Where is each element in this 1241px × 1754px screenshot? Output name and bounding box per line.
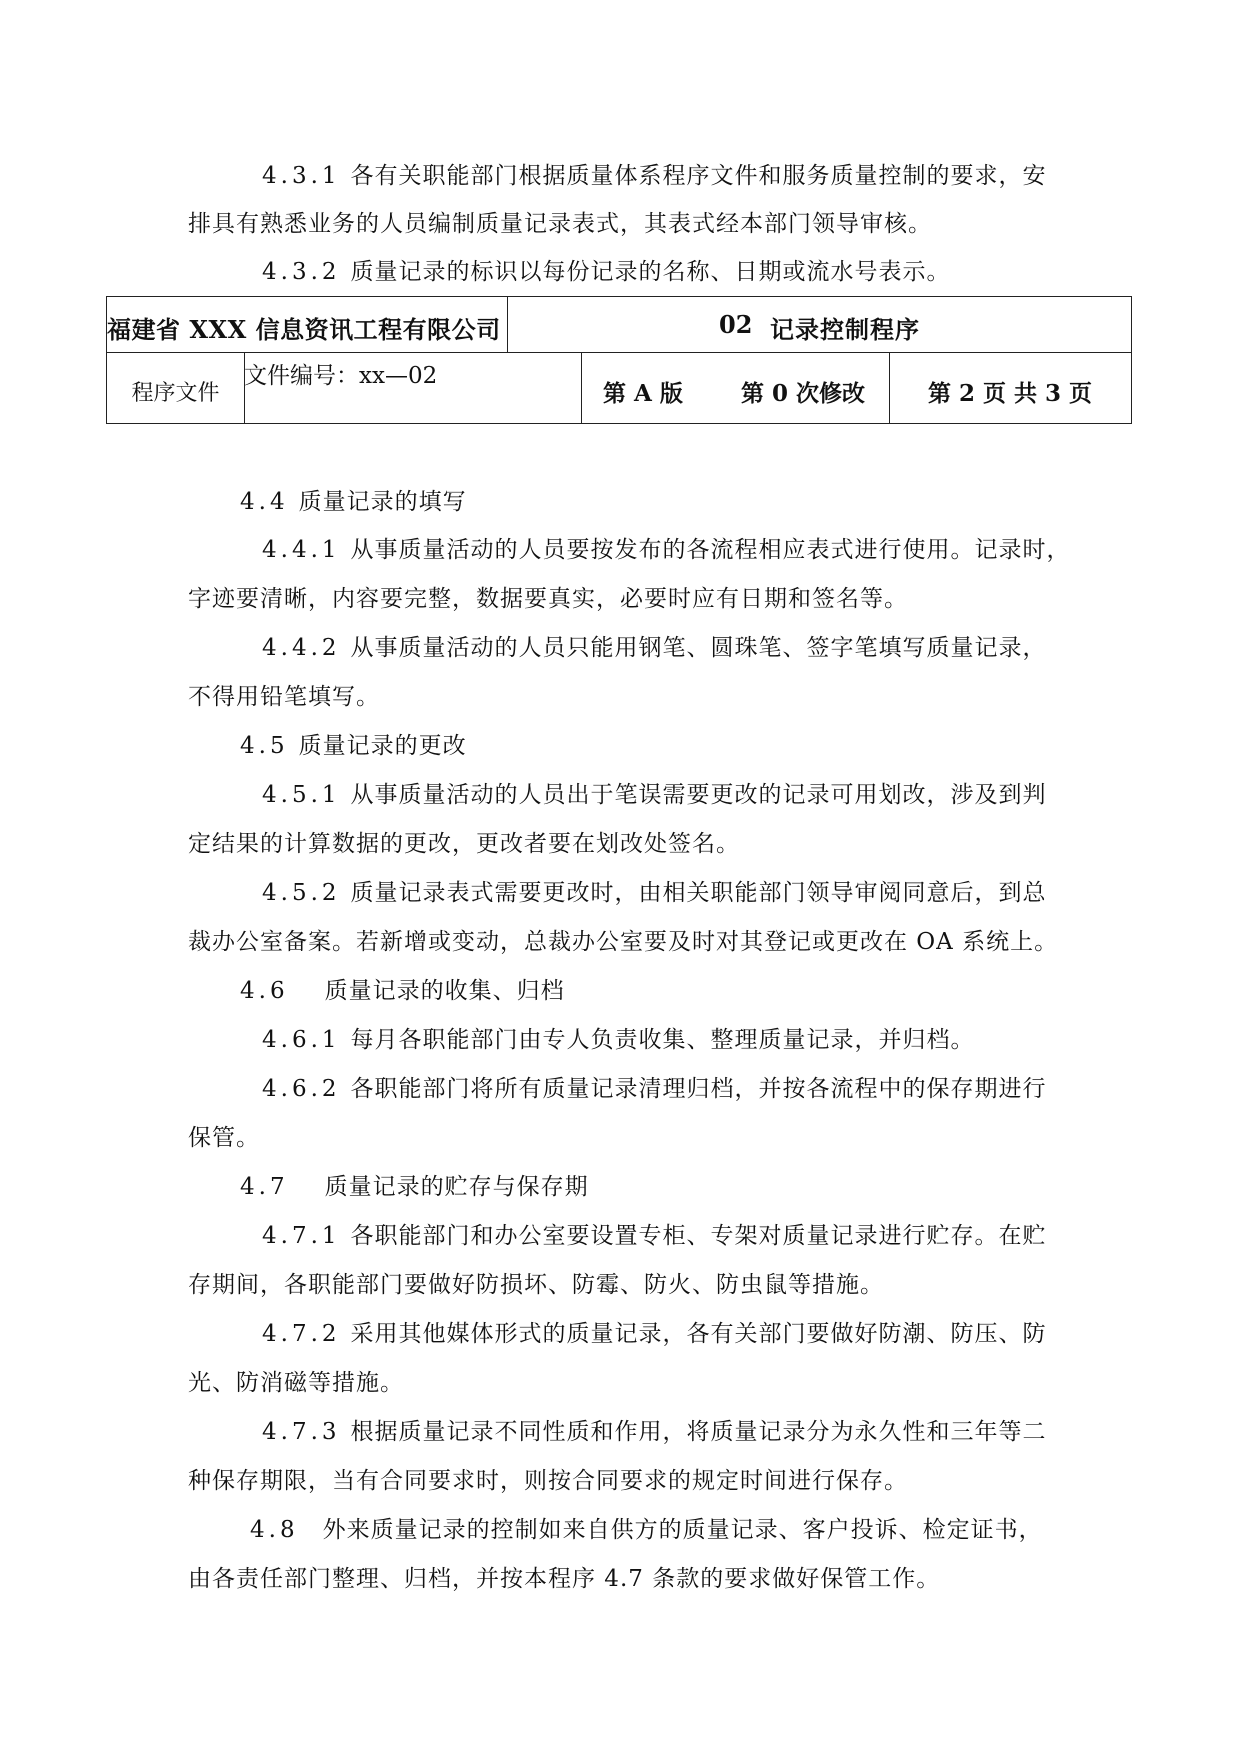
file-number: 文件编号：xx—02 [244,363,438,389]
doc-number: 02 [719,310,753,339]
section-heading-4-5 [240,732,467,760]
doc-title: 记录控制程序 [770,315,920,344]
heading-text: 质量记录的收集、归档 [324,978,565,1004]
heading-text: 质量记录的贮存与保存期 [324,1174,589,1200]
clause-number: 4.5 [240,733,289,759]
paragraph-text: 种保存期限，当有合同要求时，则按合同要求的规定时间进行保存。 [188,1468,908,1494]
paragraph-text: 不得用铅笔填写。 [188,684,380,710]
paragraph-text: 各职能部门和办公室要设置专柜、专架对质量记录进行贮存。在贮 [350,1223,1047,1249]
paragraph-text: 从事质量活动的人员要按发布的各流程相应表式进行使用。记录时， [350,537,1071,563]
company-name: 福建省 XXX 信息资讯工程有限公司 [107,315,501,344]
clause-number: 4.4.1 [262,537,341,563]
paragraph-continuation [188,1124,260,1152]
paragraph-continuation [188,1467,908,1495]
paragraph-continuation [188,1271,884,1299]
paragraph-text: 外来质量记录的控制如来自供方的质量记录、客户投诉、检定证书， [322,1517,1043,1543]
paragraph-continuation [188,1369,404,1397]
paragraph-4-6-2 [262,1075,1047,1103]
document-header-table [106,296,1132,424]
paragraph-continuation [188,1565,940,1593]
paragraph-text: 从事质量活动的人员只能用钢笔、圆珠笔、签字笔填写质量记录， [350,635,1047,661]
heading-text: 质量记录的更改 [298,733,467,759]
clause-number: 4.6.1 [262,1027,341,1053]
paragraph-text: 排具有熟悉业务的人员编制质量记录表式，其表式经本部门领导审核。 [188,211,932,237]
page-info: 第 2 页 共 3 页 [927,380,1093,407]
clause-number: 4.6.2 [262,1076,341,1102]
paragraph-continuation [188,928,1058,956]
revision: 第 0 次修改 [741,380,866,407]
paragraph-text: 光、防消磁等措施。 [188,1370,404,1396]
clause-number: 4.5.2 [262,880,341,906]
heading-text: 质量记录的填写 [298,489,467,515]
paragraph-4-6-1 [262,1026,975,1054]
paragraph-4-3-1 [262,162,1047,190]
paragraph-text: 各职能部门将所有质量记录清理归档，并按各流程中的保存期进行 [350,1076,1047,1102]
section-heading-4-6 [240,977,565,1005]
version: 第 A 版 [603,380,683,407]
clause-number: 4.7.1 [262,1223,341,1249]
clause-number: 4.7.2 [262,1321,341,1347]
clause-number: 4.7.3 [262,1419,341,1445]
paragraph-continuation [188,585,908,613]
paragraph-continuation [188,683,380,711]
paragraph-text: 每月各职能部门由专人负责收集、整理质量记录，并归档。 [350,1027,975,1053]
paragraph-continuation [188,210,932,238]
doc-type: 程序文件 [131,381,220,406]
section-heading-4-7 [240,1173,589,1201]
paragraph-text: 定结果的计算数据的更改，更改者要在划改处签名。 [188,831,740,857]
paragraph-4-7-2 [262,1320,1047,1348]
paragraph-4-7-3 [262,1418,1047,1446]
paragraph-text: 字迹要清晰，内容要完整，数据要真实，必要时应有日期和签名等。 [188,586,908,612]
paragraph-text: 存期间，各职能部门要做好防损坏、防霉、防火、防虫鼠等措施。 [188,1272,884,1298]
paragraph-4-3-2 [262,258,951,286]
section-heading-4-4 [240,488,467,516]
clause-number: 4.3.2 [262,259,341,285]
paragraph-continuation [188,830,740,858]
paragraph-4-4-2 [262,634,1047,662]
clause-number: 4.6 [240,978,289,1004]
clause-number: 4.4.2 [262,635,341,661]
clause-number: 4.7 [240,1174,289,1200]
paragraph-4-4-1 [262,536,1071,564]
clause-number: 4.5.1 [262,782,341,808]
paragraph-text: 保管。 [188,1125,260,1151]
paragraph-text: 裁办公室备案。若新增或变动，总裁办公室要及时对其登记或更改在 OA 系统上。 [188,929,1059,955]
paragraph-4-5-1 [262,781,1047,809]
paragraph-text: 从事质量活动的人员出于笔误需要更改的记录可用划改，涉及到判 [350,782,1047,808]
paragraph-text: 由各责任部门整理、归档，并按本程序 4.7 条款的要求做好保管工作。 [188,1566,941,1592]
paragraph-text: 根据质量记录不同性质和作用，将质量记录分为永久性和三年等二 [350,1419,1047,1445]
paragraph-text: 质量记录的标识以每份记录的名称、日期或流水号表示。 [350,259,951,285]
paragraph-text: 质量记录表式需要更改时，由相关职能部门领导审阅同意后，到总 [350,880,1047,906]
paragraph-text: 各有关职能部门根据质量体系程序文件和服务质量控制的要求，安 [350,163,1047,189]
paragraph-text: 采用其他媒体形式的质量记录，各有关部门要做好防潮、防压、防 [350,1321,1047,1347]
section-heading-4-8 [250,1516,1043,1544]
clause-number: 4.3.1 [262,163,341,189]
clause-number: 4.8 [250,1517,299,1543]
paragraph-4-7-1 [262,1222,1047,1250]
clause-number: 4.4 [240,489,289,515]
paragraph-4-5-2 [262,879,1047,907]
